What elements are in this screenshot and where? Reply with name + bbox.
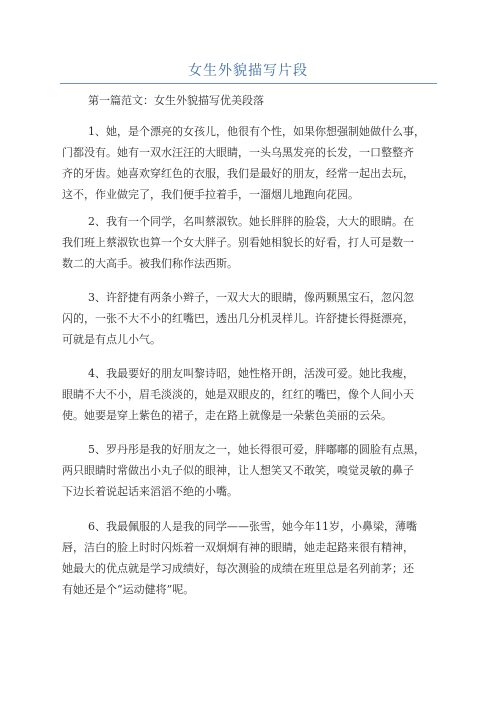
paragraph-line: 6、我最佩服的人是我的同学——张雪，她今年11岁，小鼻梁，薄嘴 (88, 520, 417, 533)
paragraph-5 (62, 439, 438, 502)
paragraph-line: 数二的大高手。被我们称作法西斯。 (62, 257, 238, 270)
paragraph-2 (62, 211, 438, 274)
paragraph-line: 可就是有点儿小气。 (62, 333, 161, 346)
paragraph-1 (62, 121, 438, 205)
paragraph-line: 两只眼睛时常做出小丸子似的眼神，让人想笑又不敢笑，嗅觉灵敏的鼻子 (62, 464, 414, 477)
document-title: 女生外貌描写片段 (188, 63, 308, 79)
paragraph-line: 唇，洁白的脸上时时闪烁着一双炯炯有神的眼睛，她走起路来很有精神， (62, 541, 414, 554)
paragraph-line: 这不，作业做完了，我们便手拉着手，一溜烟儿地跑向花园。 (62, 188, 359, 201)
paragraph-line: 闪的，一张不大不小的红嘴巴，透出几分机灵样儿。许舒捷长得挺漂亮， (62, 312, 414, 325)
paragraph-line: 5、罗丹彤是我的好朋友之一，她长得很可爱，胖嘟嘟的圆脸有点黑， (88, 443, 425, 456)
paragraph-6 (62, 516, 438, 600)
title-divider (60, 83, 437, 84)
section-subtitle: 第一篇范文：女生外貌描写优美段落 (88, 94, 264, 107)
paragraph-line: 1、她，是个漂亮的女孩儿，他很有个性，如果你想强制她做什么事， (88, 125, 425, 138)
paragraph-line: 3、许舒捷有两条小辫子，一双大大的眼睛，像两颗黑宝石，忽闪忽 (88, 291, 414, 304)
paragraph-line: 她最大的优点就是学习成绩好，每次测验的成绩在班里总是名列前茅；还 (62, 562, 414, 575)
paragraph-4 (62, 363, 438, 426)
paragraph-line: 有她还是个“运动健将”呢。 (62, 583, 195, 596)
paragraph-3 (62, 287, 438, 350)
paragraph-line: 眼睛不大不小，眉毛淡淡的，她是双眼皮的，红红的嘴巴，像个人间小天 (62, 388, 414, 401)
paragraph-line: 门都没有。她有一双水汪汪的大眼睛，一头乌黑发亮的长发，一口整整齐 (62, 146, 414, 159)
paragraph-line: 我们班上蔡淑钦也算一个女大胖子。别看她相貌长的好看，打人可是数一 (62, 236, 414, 249)
paragraph-line: 下边长着说起话来滔滔不绝的小嘴。 (62, 485, 238, 498)
paragraph-line: 齐的牙齿。她喜欢穿红色的衣服，我们是最好的朋友，经常一起出去玩， (62, 167, 414, 180)
paragraph-line: 2、我有一个同学，名叫蔡淑钦。她长胖胖的脸袋，大大的眼睛。在 (88, 215, 414, 228)
paragraph-line: 4、我最要好的朋友叫黎诗昭，她性格开朗，活泼可爱。她比我瘦， (88, 367, 414, 380)
paragraph-line: 使。她要是穿上紫色的裙子，走在路上就像是一朵紫色美丽的云朵。 (62, 409, 392, 422)
